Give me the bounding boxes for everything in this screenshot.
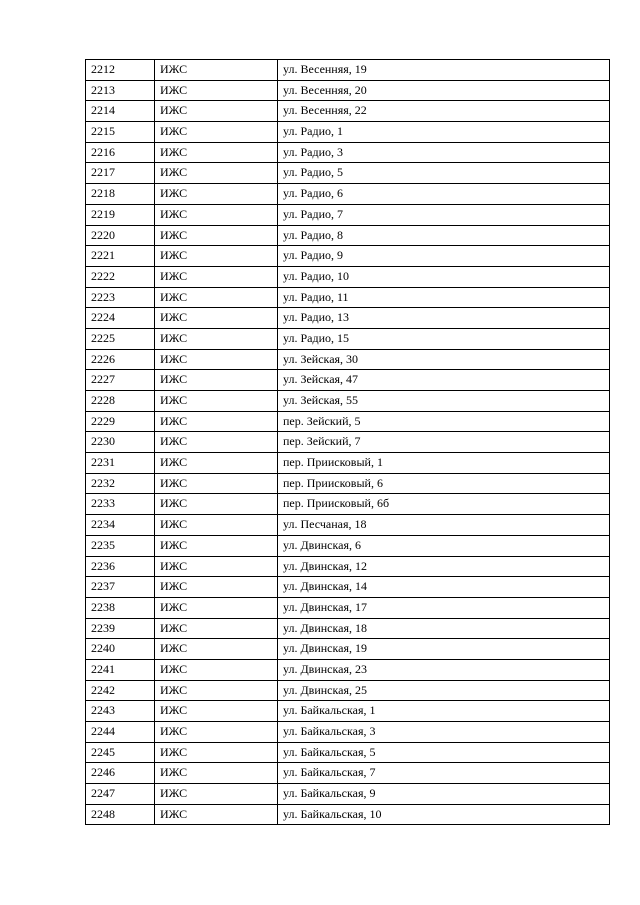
address-cell: ул. Радио, 5 <box>278 163 610 184</box>
object-type-cell: ИЖС <box>155 225 278 246</box>
address-cell: ул. Радио, 7 <box>278 204 610 225</box>
address-cell: ул. Двинская, 25 <box>278 680 610 701</box>
row-number-cell: 2235 <box>86 535 155 556</box>
row-number-cell: 2240 <box>86 639 155 660</box>
object-type-cell: ИЖС <box>155 577 278 598</box>
table-row <box>86 577 610 598</box>
table-row <box>86 142 610 163</box>
table-row <box>86 494 610 515</box>
object-type-cell: ИЖС <box>155 701 278 722</box>
object-type-cell: ИЖС <box>155 349 278 370</box>
table-row <box>86 246 610 267</box>
object-type-cell: ИЖС <box>155 266 278 287</box>
row-number-cell: 2238 <box>86 597 155 618</box>
address-table <box>85 59 610 825</box>
address-cell: ул. Радио, 15 <box>278 328 610 349</box>
table-row <box>86 680 610 701</box>
address-cell: ул. Двинская, 12 <box>278 556 610 577</box>
object-type-cell: ИЖС <box>155 722 278 743</box>
table-row <box>86 597 610 618</box>
address-cell: ул. Байкальская, 10 <box>278 804 610 825</box>
table-row <box>86 391 610 412</box>
address-cell: ул. Радио, 11 <box>278 287 610 308</box>
object-type-cell: ИЖС <box>155 204 278 225</box>
table-row <box>86 328 610 349</box>
row-number-cell: 2219 <box>86 204 155 225</box>
address-cell: ул. Двинская, 18 <box>278 618 610 639</box>
object-type-cell: ИЖС <box>155 60 278 81</box>
table-row <box>86 225 610 246</box>
table-row <box>86 266 610 287</box>
row-number-cell: 2223 <box>86 287 155 308</box>
table-row <box>86 742 610 763</box>
row-number-cell: 2247 <box>86 784 155 805</box>
row-number-cell: 2232 <box>86 473 155 494</box>
object-type-cell: ИЖС <box>155 494 278 515</box>
address-cell: пер. Зейский, 5 <box>278 411 610 432</box>
table-row <box>86 515 610 536</box>
row-number-cell: 2222 <box>86 266 155 287</box>
table-row <box>86 349 610 370</box>
address-cell: пер. Приисковый, 6б <box>278 494 610 515</box>
table-row <box>86 122 610 143</box>
row-number-cell: 2214 <box>86 101 155 122</box>
address-cell: ул. Двинская, 17 <box>278 597 610 618</box>
row-number-cell: 2248 <box>86 804 155 825</box>
object-type-cell: ИЖС <box>155 184 278 205</box>
address-cell: ул. Двинская, 23 <box>278 659 610 680</box>
address-cell: ул. Байкальская, 7 <box>278 763 610 784</box>
table-row <box>86 370 610 391</box>
row-number-cell: 2220 <box>86 225 155 246</box>
row-number-cell: 2228 <box>86 391 155 412</box>
address-cell: пер. Приисковый, 6 <box>278 473 610 494</box>
row-number-cell: 2216 <box>86 142 155 163</box>
row-number-cell: 2215 <box>86 122 155 143</box>
address-cell: ул. Песчаная, 18 <box>278 515 610 536</box>
table-row <box>86 204 610 225</box>
address-cell: ул. Радио, 9 <box>278 246 610 267</box>
row-number-cell: 2237 <box>86 577 155 598</box>
object-type-cell: ИЖС <box>155 391 278 412</box>
row-number-cell: 2246 <box>86 763 155 784</box>
row-number-cell: 2233 <box>86 494 155 515</box>
table-row <box>86 701 610 722</box>
object-type-cell: ИЖС <box>155 101 278 122</box>
row-number-cell: 2241 <box>86 659 155 680</box>
object-type-cell: ИЖС <box>155 80 278 101</box>
table-row <box>86 618 610 639</box>
table-row <box>86 60 610 81</box>
object-type-cell: ИЖС <box>155 535 278 556</box>
object-type-cell: ИЖС <box>155 473 278 494</box>
object-type-cell: ИЖС <box>155 432 278 453</box>
address-cell: ул. Двинская, 19 <box>278 639 610 660</box>
row-number-cell: 2212 <box>86 60 155 81</box>
address-cell: пер. Зейский, 7 <box>278 432 610 453</box>
address-cell: ул. Весенняя, 20 <box>278 80 610 101</box>
object-type-cell: ИЖС <box>155 659 278 680</box>
object-type-cell: ИЖС <box>155 308 278 329</box>
object-type-cell: ИЖС <box>155 556 278 577</box>
table-row <box>86 101 610 122</box>
row-number-cell: 2244 <box>86 722 155 743</box>
address-cell: ул. Двинская, 6 <box>278 535 610 556</box>
row-number-cell: 2236 <box>86 556 155 577</box>
row-number-cell: 2230 <box>86 432 155 453</box>
row-number-cell: 2218 <box>86 184 155 205</box>
table-row <box>86 804 610 825</box>
address-cell: ул. Радио, 8 <box>278 225 610 246</box>
row-number-cell: 2234 <box>86 515 155 536</box>
table-row <box>86 659 610 680</box>
table-row <box>86 411 610 432</box>
address-cell: пер. Приисковый, 1 <box>278 453 610 474</box>
object-type-cell: ИЖС <box>155 122 278 143</box>
table-row <box>86 432 610 453</box>
table-row <box>86 722 610 743</box>
object-type-cell: ИЖС <box>155 453 278 474</box>
row-number-cell: 2226 <box>86 349 155 370</box>
address-cell: ул. Радио, 13 <box>278 308 610 329</box>
address-cell: ул. Радио, 6 <box>278 184 610 205</box>
row-number-cell: 2227 <box>86 370 155 391</box>
object-type-cell: ИЖС <box>155 618 278 639</box>
address-cell: ул. Зейская, 30 <box>278 349 610 370</box>
row-number-cell: 2213 <box>86 80 155 101</box>
address-cell: ул. Байкальская, 9 <box>278 784 610 805</box>
table-row <box>86 473 610 494</box>
address-cell: ул. Байкальская, 3 <box>278 722 610 743</box>
object-type-cell: ИЖС <box>155 142 278 163</box>
row-number-cell: 2224 <box>86 308 155 329</box>
table-row <box>86 184 610 205</box>
object-type-cell: ИЖС <box>155 328 278 349</box>
object-type-cell: ИЖС <box>155 515 278 536</box>
table-row <box>86 535 610 556</box>
object-type-cell: ИЖС <box>155 411 278 432</box>
object-type-cell: ИЖС <box>155 287 278 308</box>
row-number-cell: 2221 <box>86 246 155 267</box>
address-cell: ул. Радио, 10 <box>278 266 610 287</box>
table-row <box>86 287 610 308</box>
address-cell: ул. Байкальская, 1 <box>278 701 610 722</box>
object-type-cell: ИЖС <box>155 763 278 784</box>
object-type-cell: ИЖС <box>155 784 278 805</box>
row-number-cell: 2225 <box>86 328 155 349</box>
row-number-cell: 2217 <box>86 163 155 184</box>
object-type-cell: ИЖС <box>155 370 278 391</box>
address-cell: ул. Двинская, 14 <box>278 577 610 598</box>
table-row <box>86 163 610 184</box>
row-number-cell: 2231 <box>86 453 155 474</box>
row-number-cell: 2229 <box>86 411 155 432</box>
table-row <box>86 80 610 101</box>
object-type-cell: ИЖС <box>155 597 278 618</box>
table-row <box>86 453 610 474</box>
object-type-cell: ИЖС <box>155 246 278 267</box>
table-row <box>86 784 610 805</box>
object-type-cell: ИЖС <box>155 742 278 763</box>
address-cell: ул. Радио, 1 <box>278 122 610 143</box>
address-cell: ул. Радио, 3 <box>278 142 610 163</box>
table-body <box>86 60 610 825</box>
table-row <box>86 639 610 660</box>
address-cell: ул. Весенняя, 22 <box>278 101 610 122</box>
object-type-cell: ИЖС <box>155 639 278 660</box>
row-number-cell: 2243 <box>86 701 155 722</box>
address-cell: ул. Зейская, 47 <box>278 370 610 391</box>
address-cell: ул. Зейская, 55 <box>278 391 610 412</box>
object-type-cell: ИЖС <box>155 804 278 825</box>
object-type-cell: ИЖС <box>155 163 278 184</box>
address-cell: ул. Весенняя, 19 <box>278 60 610 81</box>
table-row <box>86 556 610 577</box>
table-row <box>86 763 610 784</box>
row-number-cell: 2242 <box>86 680 155 701</box>
row-number-cell: 2239 <box>86 618 155 639</box>
address-cell: ул. Байкальская, 5 <box>278 742 610 763</box>
object-type-cell: ИЖС <box>155 680 278 701</box>
table-row <box>86 308 610 329</box>
row-number-cell: 2245 <box>86 742 155 763</box>
